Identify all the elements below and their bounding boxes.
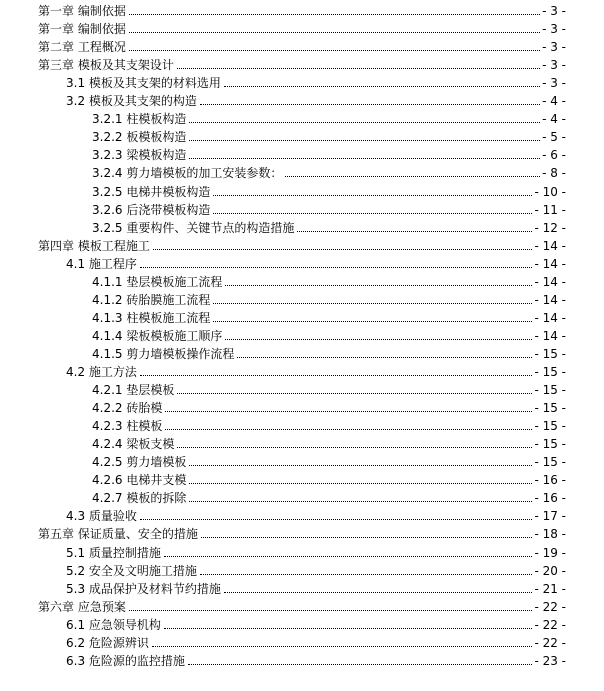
toc-entry-page-number: - 14 -: [534, 238, 566, 253]
toc-entry-page-number: - 16 -: [534, 491, 566, 506]
toc-entry[interactable]: [92, 325, 566, 343]
toc-dot-leader: [225, 285, 532, 286]
toc-entry-title: 4.2.6 电梯井支模: [92, 473, 187, 488]
toc-dot-leader: [297, 231, 532, 232]
toc-dot-leader: [189, 465, 532, 466]
toc-dot-leader: [140, 519, 533, 520]
toc-entry-title: 3.2.3 梁模板构造: [92, 148, 187, 163]
toc-dot-leader: [201, 537, 533, 538]
toc-entry[interactable]: [38, 523, 566, 541]
toc-entry-page-number: - 23 -: [534, 653, 566, 668]
toc-entry[interactable]: [66, 632, 566, 650]
toc-entry-page-number: - 4 -: [542, 112, 566, 127]
toc-entry[interactable]: [92, 144, 566, 162]
toc-entry-page-number: - 4 -: [542, 94, 566, 109]
toc-entry[interactable]: [66, 90, 566, 108]
toc-entry[interactable]: [38, 18, 566, 36]
toc-dot-leader: [177, 393, 532, 394]
toc-entry-title: 4.1 施工程序: [66, 256, 137, 271]
toc-entry-title: 3.2.2 板模板构造: [92, 130, 187, 145]
toc-dot-leader: [189, 122, 540, 123]
toc-entry[interactable]: [92, 379, 566, 397]
toc-entry-page-number: - 15 -: [534, 401, 566, 416]
toc-entry-page-number: - 21 -: [534, 581, 566, 596]
toc-entry[interactable]: [38, 235, 566, 253]
toc-entry-title: 4.3 质量验收: [66, 509, 137, 524]
toc-entry-title: 4.1.3 柱模板施工流程: [92, 310, 211, 325]
toc-entry-title: 5.2 安全及文明施工措施: [66, 563, 197, 578]
toc-dot-leader: [213, 195, 532, 196]
toc-entry-page-number: - 15 -: [534, 455, 566, 470]
toc-entry[interactable]: [66, 505, 566, 523]
toc-entry-page-number: - 15 -: [534, 437, 566, 452]
toc-entry-title: 第四章 模板工程施工: [38, 238, 150, 253]
toc-entry[interactable]: [66, 253, 566, 271]
toc-entry-page-number: - 15 -: [534, 383, 566, 398]
toc-entry[interactable]: [92, 487, 566, 505]
toc-entry-title: 4.1.1 垫层模板施工流程: [92, 274, 223, 289]
toc-entry-page-number: - 14 -: [534, 292, 566, 307]
toc-entry-title: 3.2.1 柱模板构造: [92, 112, 187, 127]
toc-entry[interactable]: [66, 614, 566, 632]
toc-entry-title: 3.2.4 剪力墙模板的加工安装参数：: [92, 166, 283, 181]
toc-entry[interactable]: [92, 343, 566, 361]
toc-entry-title: 第三章 模板及其支架设计: [38, 58, 174, 73]
toc-entry[interactable]: [92, 289, 566, 307]
toc-entry-page-number: - 16 -: [534, 473, 566, 488]
toc-dot-leader: [129, 14, 540, 15]
toc-entry-title: 第五章 保证质量、安全的措施: [38, 527, 198, 542]
toc-dot-leader: [224, 86, 540, 87]
toc-entry-title: 第六章 应急预案: [38, 599, 126, 614]
toc-entry-title: 4.2 施工方法: [66, 365, 137, 379]
toc-entry-page-number: - 14 -: [534, 256, 566, 271]
toc-entry-title: 第二章 工程概况: [38, 40, 126, 55]
toc-dot-leader: [129, 32, 540, 33]
toc-dot-leader: [177, 68, 540, 69]
toc-entry-page-number: - 22 -: [534, 617, 566, 632]
toc-dot-leader: [200, 104, 540, 105]
toc-dot-leader: [224, 592, 533, 593]
toc-dot-leader: [189, 140, 540, 141]
toc-entry-page-number: - 15 -: [534, 365, 566, 379]
toc-entry-title: 4.1.4 梁板模板施工顺序: [92, 328, 223, 343]
toc-entry-page-number: - 10 -: [534, 184, 566, 199]
toc-entry-page-number: - 3 -: [542, 40, 566, 55]
toc-entry[interactable]: [92, 181, 566, 199]
toc-dot-leader: [213, 303, 532, 304]
toc-entry-title: 6.2 危险源辨识: [66, 635, 149, 650]
toc-entry-page-number: - 19 -: [534, 545, 566, 560]
toc-entry-page-number: - 14 -: [534, 310, 566, 325]
toc-entry-title: 4.1.2 砖胎膜施工流程: [92, 292, 211, 307]
toc-dot-leader: [189, 501, 532, 502]
toc-entry[interactable]: [38, 36, 566, 54]
toc-entry-title: 3.2.5 重要构件、关键节点的构造措施: [92, 220, 295, 235]
toc-entry-title: 第一章 编制依据: [38, 4, 126, 18]
toc-entry-page-number: - 12 -: [534, 220, 566, 235]
toc-dot-leader: [165, 429, 532, 430]
toc-entry[interactable]: [92, 126, 566, 144]
toc-entry[interactable]: [92, 433, 566, 451]
toc-dot-leader: [188, 664, 533, 665]
toc-dot-leader: [164, 556, 533, 557]
toc-entry[interactable]: [38, 54, 566, 72]
toc-entry[interactable]: [92, 307, 566, 325]
toc-entry-title: 4.1.5 剪力墙模板操作流程: [92, 346, 235, 361]
toc-dot-leader: [140, 375, 533, 376]
toc-entry-page-number: - 3 -: [542, 76, 566, 91]
toc-entry-page-number: - 15 -: [534, 419, 566, 434]
toc-dot-leader: [213, 213, 532, 214]
toc-dot-leader: [129, 610, 533, 611]
toc-entry-page-number: - 20 -: [534, 563, 566, 578]
toc-dot-leader: [189, 158, 540, 159]
toc-entry-page-number: - 11 -: [534, 202, 566, 217]
toc-entry-page-number: - 18 -: [534, 527, 566, 542]
toc-entry[interactable]: [66, 361, 566, 379]
toc-entry[interactable]: [66, 542, 566, 560]
toc-entry-page-number: - 5 -: [542, 130, 566, 145]
toc-dot-leader: [165, 411, 532, 412]
toc-entry[interactable]: [66, 72, 566, 90]
toc-dot-leader: [153, 249, 533, 250]
toc-entry-title: 6.1 应急领导机构: [66, 617, 161, 632]
toc-entry[interactable]: [66, 578, 566, 596]
toc-entry[interactable]: [66, 650, 566, 668]
toc-entry-title: 6.3 危险源的监控措施: [66, 653, 185, 668]
toc-dot-leader: [152, 646, 533, 647]
toc-entry-title: 5.3 成品保护及材料节约措施: [66, 581, 221, 596]
toc-entry[interactable]: [92, 271, 566, 289]
toc-entry-title: 3.1 模板及其支架的材料选用: [66, 76, 221, 91]
toc-entry-page-number: - 14 -: [534, 328, 566, 343]
toc-entry[interactable]: [92, 162, 566, 180]
toc-entry-page-number: - 22 -: [534, 635, 566, 650]
toc-entry-page-number: - 6 -: [542, 148, 566, 163]
toc-dot-leader: [200, 574, 533, 575]
toc-entry-page-number: - 3 -: [542, 22, 566, 37]
toc-entry[interactable]: [92, 199, 566, 217]
toc-entry[interactable]: [66, 560, 566, 578]
toc-entry-title: 4.2.3 柱模板: [92, 419, 163, 434]
toc-entry-title: 4.2.5 剪力墙模板: [92, 455, 187, 470]
toc-entry-title: 3.2 模板及其支架的构造: [66, 94, 197, 109]
toc-entry-page-number: - 3 -: [542, 58, 566, 73]
toc-dot-leader: [285, 176, 540, 177]
toc-entry-title: 4.2.2 砖胎模: [92, 401, 163, 416]
toc-entry[interactable]: [92, 415, 566, 433]
toc-dot-leader: [140, 267, 533, 268]
toc-entry-page-number: - 17 -: [534, 509, 566, 524]
toc-entry-title: 4.2.7 模板的拆除: [92, 491, 187, 506]
toc-dot-leader: [164, 628, 533, 629]
toc-dot-leader: [237, 357, 532, 358]
toc-entry-page-number: - 3 -: [542, 4, 566, 18]
toc-entry[interactable]: [38, 0, 566, 18]
toc-entry[interactable]: [92, 108, 566, 126]
toc-entry-title: 4.2.1 垫层模板: [92, 383, 175, 398]
toc-entry-title: 3.2.6 后浇带模板构造: [92, 202, 211, 217]
toc-entry-title: 第一章 编制依据: [38, 22, 126, 37]
toc-dot-leader: [177, 447, 532, 448]
toc-entry[interactable]: [92, 397, 566, 415]
toc-entry-title: 4.2.4 梁板支模: [92, 437, 175, 452]
toc-entry-page-number: - 22 -: [534, 599, 566, 614]
toc-entry[interactable]: [92, 217, 566, 235]
toc-entry-title: 3.2.5 电梯井模板构造: [92, 184, 211, 199]
toc-entry[interactable]: [92, 451, 566, 469]
toc-entry-page-number: - 14 -: [534, 274, 566, 289]
toc-entry-title: 5.1 质量控制措施: [66, 545, 161, 560]
toc-dot-leader: [225, 339, 532, 340]
toc-entry-page-number: - 15 -: [534, 346, 566, 361]
toc-entry[interactable]: [92, 469, 566, 487]
toc-dot-leader: [189, 483, 532, 484]
toc-dot-leader: [213, 321, 532, 322]
toc-entry[interactable]: [38, 596, 566, 614]
toc-entry-page-number: - 8 -: [542, 166, 566, 181]
toc-dot-leader: [129, 50, 540, 51]
